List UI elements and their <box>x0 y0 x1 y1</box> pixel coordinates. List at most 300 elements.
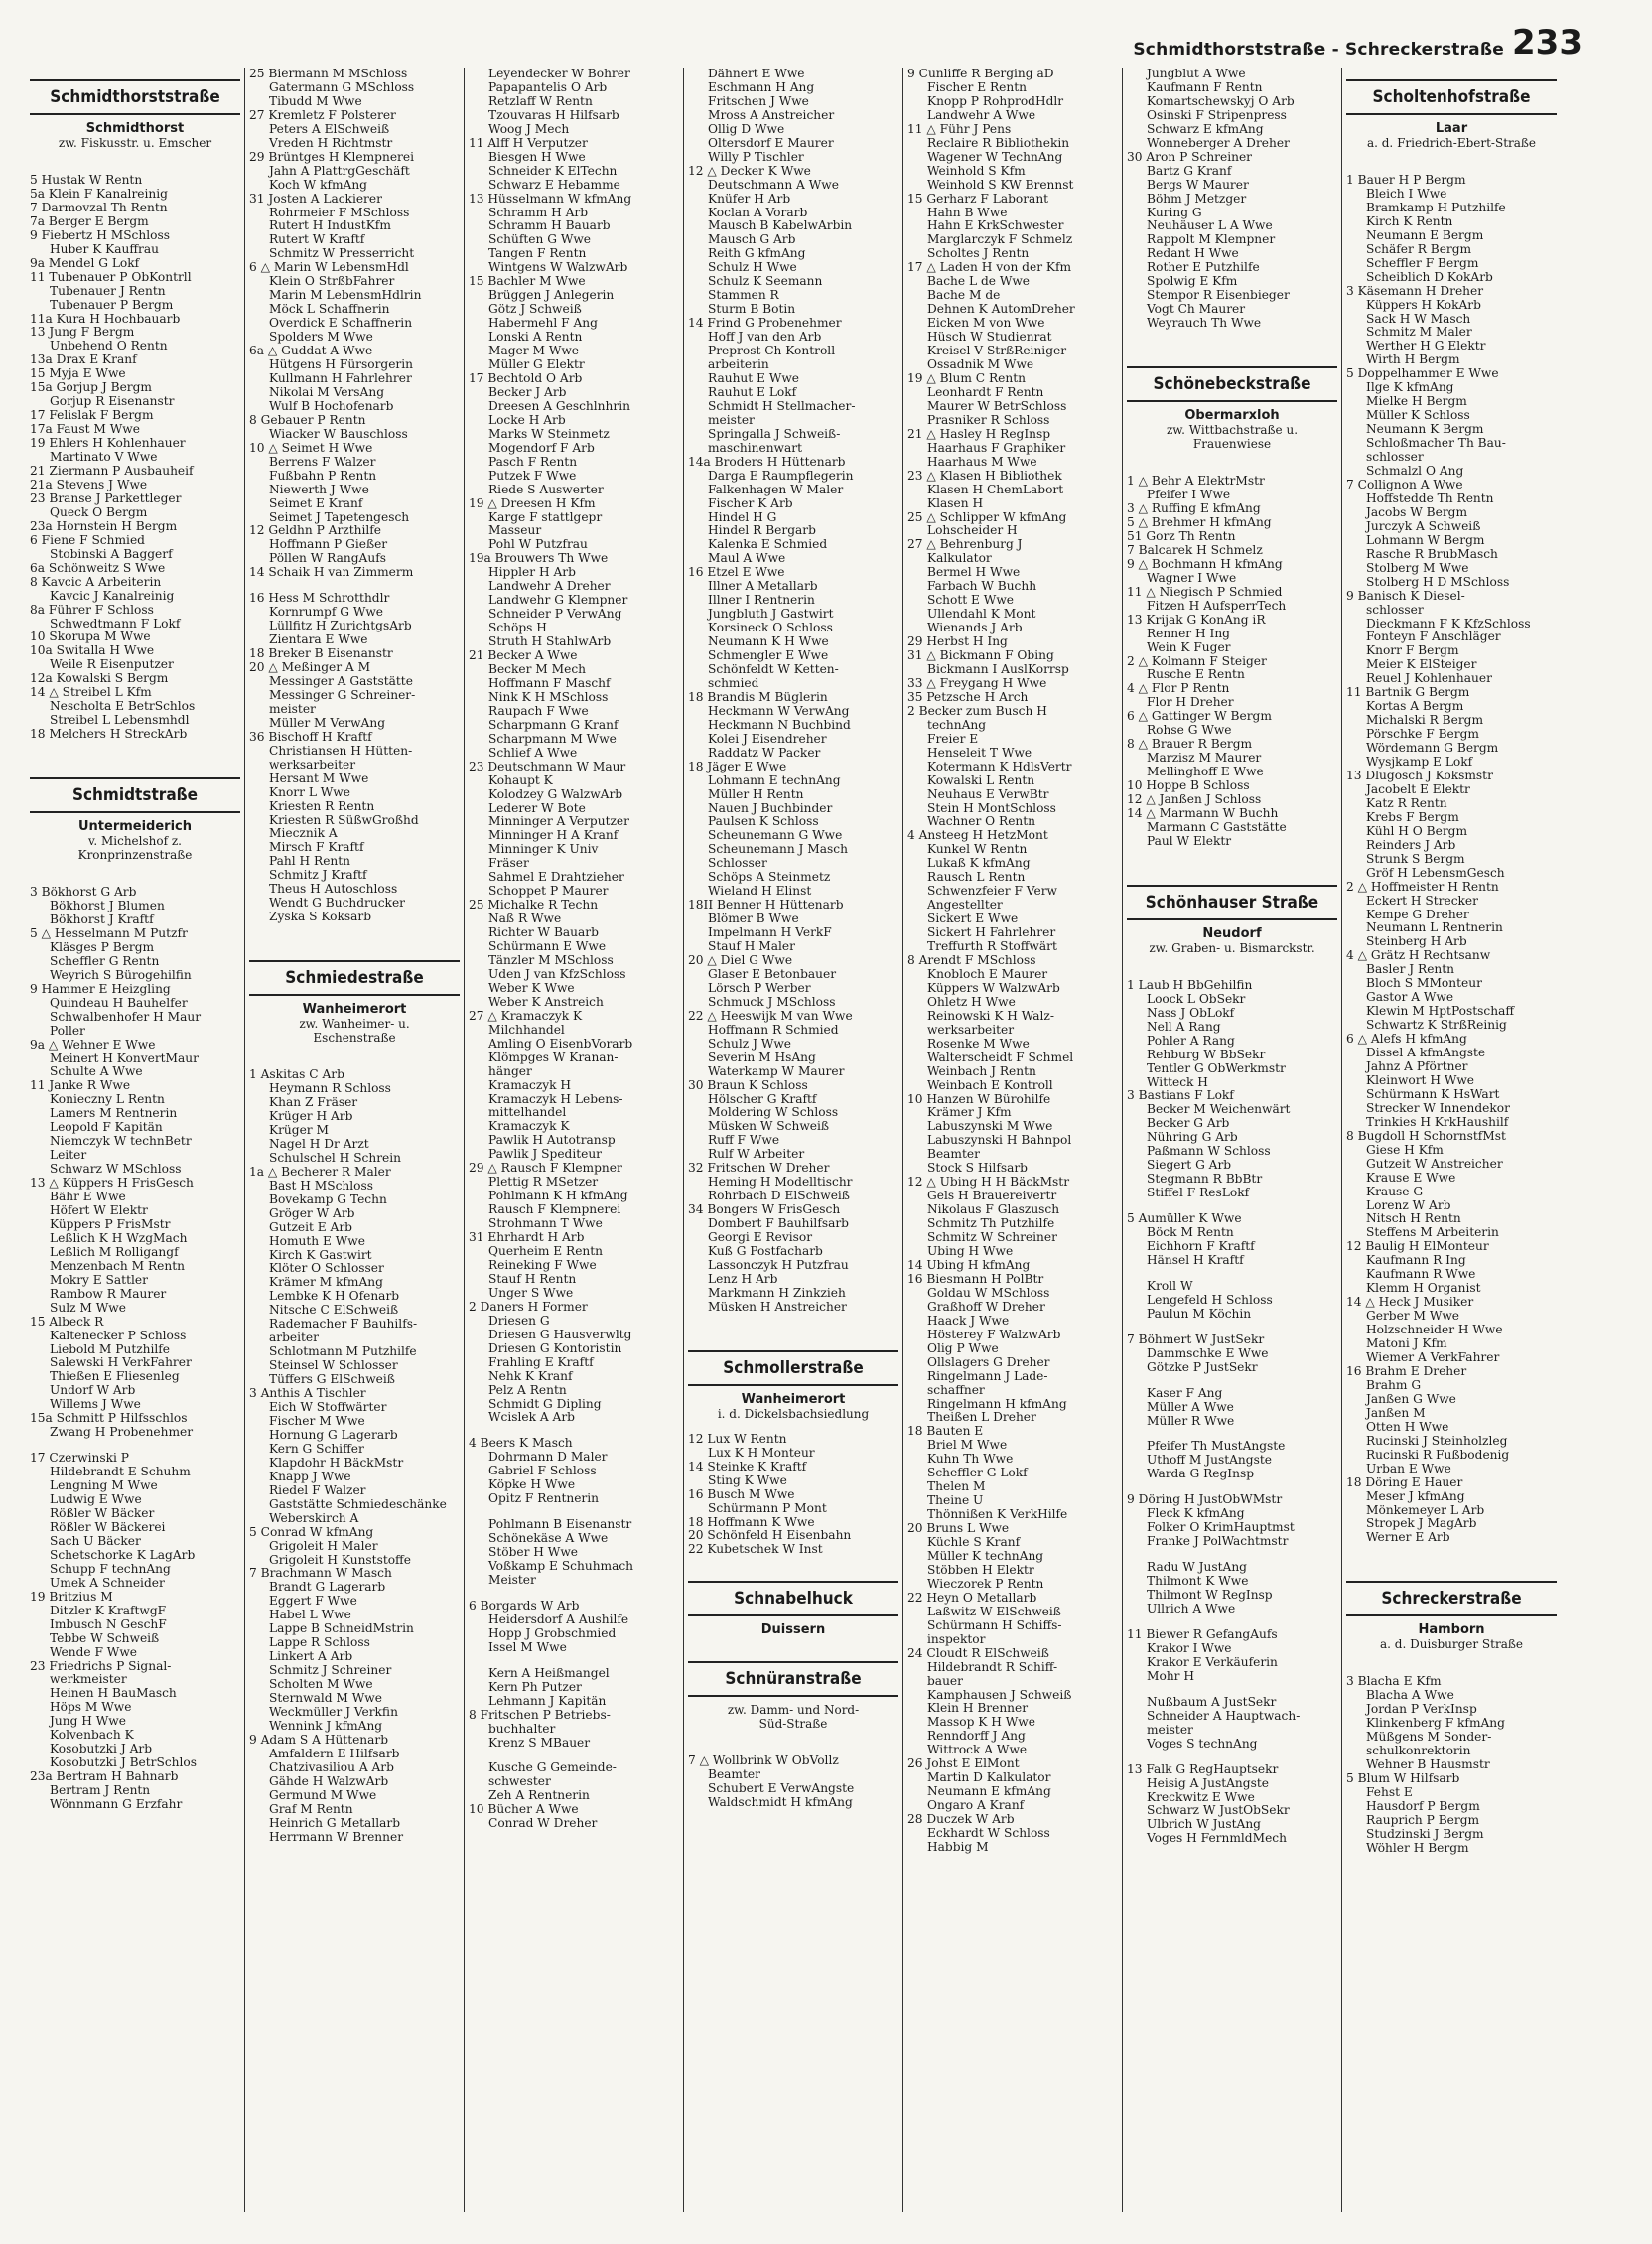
resident-entry: Sternwald M Wwe <box>269 1692 382 1706</box>
resident-entry: arbeiterin <box>708 358 769 372</box>
resident-entry: Haarhaus F Graphiker <box>927 441 1066 455</box>
resident-entry: Weyrich S Bürogehilfin <box>50 968 192 982</box>
resident-entry: Menzenbach M Rentn <box>50 1259 185 1273</box>
resident-entry: Schmitz W Presserricht <box>269 247 415 261</box>
resident-entry: Mokry E Sattler <box>50 1273 148 1287</box>
resident-entry: arbeiter <box>269 1332 319 1345</box>
house-entry: 25 Biermann M MSchloss <box>249 68 408 80</box>
resident-entry: Krenz S MBauer <box>488 1736 591 1750</box>
spacer <box>1127 1616 1337 1628</box>
resident-entry: Conrad W Dreher <box>488 1817 598 1831</box>
resident-entry: Kläsges P Bergm <box>50 940 155 954</box>
house-entry: 7 Böhmert W JustSekr <box>1127 1332 1265 1346</box>
resident-entry: Freier E <box>927 732 979 746</box>
house-entry: 29 Herbst H Ing <box>907 635 1008 649</box>
resident-entry: Fischer E Rentn <box>927 80 1027 94</box>
resident-entry: Wysjkamp E Lokf <box>1366 756 1473 770</box>
house-entry: 17 △ Laden H von der Kfm <box>907 261 1072 275</box>
resident-entry: Springalla J Schweiß- <box>708 427 841 441</box>
resident-entry: Mellinghoff E Wwe <box>1147 766 1264 779</box>
resident-entry: Leiter <box>50 1149 87 1163</box>
resident-entry: Querheim E Rentn <box>488 1245 604 1259</box>
house-entry: 17 Felislak F Bergm <box>30 409 154 423</box>
resident-entry: Stock S Hilfsarb <box>927 1162 1028 1176</box>
spacer <box>688 1315 898 1338</box>
resident-entry: Dehnen K AutomDreher <box>927 303 1075 317</box>
resident-entry: Wördemann G Bergm <box>1366 742 1499 756</box>
resident-entry: Gutzeit E Arb <box>269 1220 352 1234</box>
resident-entry: Stöber H Wwe <box>488 1546 578 1560</box>
resident-entry: Nikolaus F Glaszusch <box>927 1203 1060 1217</box>
resident-entry: Schwedtmann F Lokf <box>50 617 181 631</box>
resident-entry: Kuß G Postfacharb <box>708 1245 823 1259</box>
house-entry: 23a Hornstein H Bergm <box>30 519 178 533</box>
column-7 <box>1341 68 1561 2212</box>
resident-entry: Reinders J Arb <box>1366 838 1456 852</box>
district-name: Wanheimerort <box>741 1391 846 1407</box>
house-entry: 34 Bongers W FrisGesch <box>688 1203 841 1217</box>
resident-entry: Hoffmann R Schmied <box>708 1023 839 1037</box>
resident-entry: Stobinski A Baggerf <box>50 547 173 561</box>
house-entry: 11 Alff H Verputzer <box>469 136 588 150</box>
spacer <box>30 150 240 174</box>
resident-entry: Schlosser <box>708 857 767 871</box>
house-entry: 23 △ Klasen H Bibliothek <box>907 469 1062 483</box>
resident-entry: Blömer B Wwe <box>708 912 799 926</box>
house-entry: 14 △ Streibel L Kfm <box>30 686 152 700</box>
resident-entry: Wagener W TechnAng <box>927 150 1063 164</box>
district-name: Hamborn <box>1418 1622 1485 1638</box>
resident-entry: Kempe G Dreher <box>1366 908 1469 921</box>
house-entry: 23a Bertram H Bahnarb <box>30 1770 179 1784</box>
resident-entry: Meier K ElSteiger <box>1366 658 1477 672</box>
house-entry: 16 Etzel E Wwe <box>688 566 785 580</box>
resident-entry: Kriesten R Rentn <box>269 799 375 813</box>
resident-entry: Möck L Schaffnerin <box>269 303 390 317</box>
resident-entry: Schramm H Arb <box>488 206 589 219</box>
resident-entry: Neumann E Bergm <box>1366 228 1484 242</box>
resident-entry: schlosser <box>1366 603 1424 617</box>
resident-entry: Reineking F Wwe <box>488 1258 597 1272</box>
resident-entry: Küchle S Kranf <box>927 1536 1021 1550</box>
resident-entry: Nagel H Dr Arzt <box>269 1137 369 1151</box>
resident-entry: Theine U <box>927 1494 984 1508</box>
resident-entry: Weinhold S KW Brennst <box>927 178 1074 192</box>
resident-entry: Bähr E Wwe <box>50 1191 126 1204</box>
resident-entry: Schulz H Wwe <box>708 261 797 275</box>
resident-entry: Kern A Heißmangel <box>488 1666 610 1680</box>
resident-entry: Mausch G Arb <box>708 233 796 247</box>
resident-entry: Kortas A Bergm <box>1366 700 1464 714</box>
resident-entry: Schmitz M Maler <box>1366 326 1472 340</box>
resident-entry: Ruff F Wwe <box>708 1134 780 1148</box>
resident-entry: Lappe R Schloss <box>269 1636 370 1650</box>
resident-entry: Siegert G Arb <box>1147 1159 1232 1173</box>
resident-entry: Kleinwort H Wwe <box>1366 1073 1475 1087</box>
resident-entry: Heinrich G Metallarb <box>269 1816 401 1830</box>
resident-entry: Rucinski R Fußbodenig <box>1366 1448 1510 1462</box>
district-name: Wanheimerort <box>302 1002 407 1018</box>
house-entry: 14 △ Heck J Musiker <box>1346 1296 1474 1310</box>
resident-entry: Kosobutzki J Arb <box>50 1743 153 1756</box>
resident-entry: Habel L Wwe <box>269 1609 351 1622</box>
resident-entry: Uden J van KfzSchloss <box>488 967 626 981</box>
resident-entry: Müller K technAng <box>927 1549 1044 1563</box>
resident-entry: Retzlaff W Rentn <box>488 94 593 108</box>
resident-entry: Leßlich K H WzgMach <box>50 1231 188 1245</box>
resident-entry: Grigoleit H Maler <box>269 1539 378 1553</box>
spacer <box>1346 150 1557 174</box>
house-entry: 26 Johst E ElMont <box>907 1757 1020 1771</box>
resident-entry: Kühl H O Bergm <box>1366 824 1468 838</box>
resident-entry: Wende F Wwe <box>50 1645 137 1659</box>
resident-entry: Matoni J Kfm <box>1366 1337 1447 1351</box>
resident-entry: Messinger G Schreiner- <box>269 688 416 702</box>
resident-entry: Stolberg M Wwe <box>1366 561 1469 575</box>
house-entry: 15a Gorjup J Bergm <box>30 381 152 395</box>
resident-entry: Rehburg W BbSekr <box>1147 1048 1266 1061</box>
resident-entry: Driesen G Hausverwltg <box>488 1328 632 1341</box>
resident-entry: Raupach F Wwe <box>488 704 589 718</box>
resident-entry: Scharpmann G Kranf <box>488 718 619 732</box>
house-entry: 19 △ Blum C Rentn <box>907 371 1026 385</box>
resident-entry: Schlotmann M Putzhilfe <box>269 1345 417 1359</box>
resident-entry: Kirch K Rentn <box>1366 214 1453 228</box>
resident-entry: Preprost Ch Kontroll- <box>708 345 840 358</box>
resident-entry: Nauen J Buchbinder <box>708 801 833 815</box>
resident-entry: Dreesen A Geschlnhrin <box>488 399 630 413</box>
resident-entry: Kramaczyk H <box>488 1078 572 1092</box>
house-entry: 35 Petzsche H Arch <box>907 690 1029 704</box>
column-3 <box>464 68 683 2212</box>
resident-entry: Martinato V Wwe <box>50 451 158 465</box>
house-entry: 6 Fiene F Schmied <box>30 533 145 547</box>
resident-entry: Kosobutzki J BetrSchlos <box>50 1756 197 1770</box>
house-entry: 7 Darmovzal Th Rentn <box>30 201 168 214</box>
resident-entry: Lappe B SchneidMstrin <box>269 1622 414 1636</box>
resident-entry: Wirth H Bergm <box>1366 353 1460 367</box>
resident-entry: Riedel F Walzer <box>269 1483 366 1497</box>
resident-entry: Prasniker R Schloss <box>927 413 1050 427</box>
resident-entry: Kaufmann R Ing <box>1366 1254 1466 1268</box>
resident-entry: Komartschewskyj O Arb <box>1147 94 1295 108</box>
resident-entry: Pelz A Rentn <box>488 1383 567 1397</box>
house-entry: 2 △ Kolmann F Steiger <box>1127 654 1267 668</box>
house-entry: 15 Gerharz F Laborant <box>907 192 1049 206</box>
house-entry: 10 △ Seimet H Wwe <box>249 441 373 455</box>
resident-entry: Weile R Eisenputzer <box>50 658 174 672</box>
resident-entry: Kolodzey G WalzwArb <box>488 787 623 801</box>
resident-entry: Trinkies H KrkHaushilf <box>1366 1115 1509 1129</box>
resident-entry: Niemczyk W technBetr <box>50 1135 192 1149</box>
resident-entry: Müsken H Anstreicher <box>708 1300 847 1314</box>
resident-entry: Messinger A Gaststätte <box>269 674 413 688</box>
house-entry: 17 Bechtold O Arb <box>469 371 583 385</box>
house-entry: 3 Anthis A Tischler <box>249 1387 366 1401</box>
resident-entry: Rauhut E Lokf <box>708 385 797 399</box>
resident-entry: Maul A Wwe <box>708 552 786 566</box>
resident-entry: Pawlik H Autotransp <box>488 1134 616 1148</box>
resident-entry: Rulf W Arbeiter <box>708 1148 805 1162</box>
resident-entry: Hahn E KrkSchwester <box>927 219 1064 233</box>
resident-entry: Marin M LebensmHdlrin <box>269 289 422 303</box>
spacer <box>1127 1322 1337 1333</box>
house-entry: 16 Hess M Schrotthdlr <box>249 592 390 606</box>
resident-entry: Kuhn Th Wwe <box>927 1453 1014 1467</box>
resident-entry: Scheunemann J Masch <box>708 843 848 857</box>
street-location: Kronprinzenstraße <box>77 848 193 863</box>
house-entry: 6a △ Guddat A Wwe <box>249 345 373 358</box>
resident-entry: Heisig A JustAngste <box>1147 1776 1269 1790</box>
house-entry: 23 Friedrichs P Signal- <box>30 1659 172 1673</box>
house-entry: 1 Laub H BbGehilfin <box>1127 978 1253 992</box>
resident-entry: Streibel L Lebensmhdl <box>50 714 190 728</box>
resident-entry: Kern G Schiffer <box>269 1442 364 1456</box>
resident-entry: mittelhandel <box>488 1106 567 1120</box>
resident-entry: Neumann K H Wwe <box>708 635 829 649</box>
house-entry: 27 Kremletz F Polsterer <box>249 108 396 122</box>
resident-entry: Bloch S MMonteur <box>1366 977 1482 991</box>
resident-entry: Klöter O Schlosser <box>269 1262 384 1276</box>
resident-entry: Hölscher G Kraftf <box>708 1092 817 1106</box>
resident-entry: Jacobelt E Elektr <box>1366 782 1470 796</box>
resident-entry: Steffens M Arbeiterin <box>1366 1226 1499 1240</box>
street-location: a. d. Duisburger Straße <box>1380 1637 1523 1652</box>
resident-entry: Kaltenecker P Schloss <box>50 1329 187 1342</box>
house-entry: 17a Faust M Wwe <box>30 423 140 437</box>
spacer <box>1346 1651 1557 1675</box>
resident-entry: Eckert H Strecker <box>1366 894 1478 908</box>
resident-entry: Leonhardt F Rentn <box>927 385 1044 399</box>
resident-entry: Ringelmann J Lade- <box>927 1369 1048 1383</box>
resident-entry: Giese H Kfm <box>1366 1143 1444 1157</box>
house-entry: 5 Doppelhammer E Wwe <box>1346 367 1499 381</box>
resident-entry: Ludwig E Wwe <box>50 1493 142 1507</box>
resident-entry: Jacobs W Bergm <box>1366 505 1467 519</box>
house-entry: 6 Borgards W Arb <box>469 1599 580 1613</box>
house-entry: 30 Aron P Schreiner <box>1127 150 1252 164</box>
resident-entry: Wittrock A Wwe <box>927 1744 1028 1757</box>
resident-entry: Amfaldern E Hilfsarb <box>269 1747 400 1760</box>
resident-entry: Weckmüller J Verkfin <box>269 1705 398 1719</box>
resident-entry: Schwarz W JustObSekr <box>1147 1804 1290 1818</box>
house-entry: 14 Frind G Probenehmer <box>688 317 842 331</box>
resident-entry: Werther H G Elektr <box>1366 340 1486 353</box>
resident-entry: Ölig P Wwe <box>927 1341 999 1355</box>
resident-entry: Paßmann W Schloss <box>1147 1145 1271 1159</box>
resident-entry: Voges S technAng <box>1147 1737 1258 1751</box>
street-location: zw. Damm- und Nord- <box>727 1703 860 1718</box>
house-entry: 9 Fiebertz H MSchloss <box>30 228 170 242</box>
spacer <box>469 1506 679 1518</box>
house-entry: 29 Brüntges H Klempnerei <box>249 150 414 164</box>
house-entry: 15 Bachler M Wwe <box>469 275 586 289</box>
house-entry: 10 Hanzen W Bürohilfe <box>907 1092 1051 1106</box>
resident-entry: Labuszynski M Wwe <box>927 1120 1053 1134</box>
resident-entry: Raddatz W Packer <box>708 746 821 760</box>
resident-entry: Milchhandel <box>488 1023 565 1037</box>
resident-entry: Moldering W Schloss <box>708 1106 839 1120</box>
resident-entry: Dombert F Bauhilfsarb <box>708 1217 849 1231</box>
resident-entry: Hösterey F WalzwArb <box>927 1328 1061 1341</box>
resident-entry: Schwartz K StrßReinig <box>1366 1019 1507 1033</box>
resident-entry: Tüffers G ElSchweiß <box>269 1373 395 1387</box>
resident-entry: Krause G <box>1366 1185 1424 1198</box>
resident-entry: Schöps A Steinmetz <box>708 871 831 885</box>
resident-entry: Klewin M HptPostschaff <box>1366 1005 1514 1019</box>
street-heading: Schmollerstraße <box>688 1350 898 1386</box>
resident-entry: technAng <box>927 718 987 732</box>
resident-entry: Imbusch N GeschF <box>50 1617 167 1631</box>
resident-entry: Hindel H G <box>708 510 777 524</box>
resident-entry: Schneider K ElTechn <box>488 164 618 178</box>
resident-entry: Kohaupt K <box>488 773 553 787</box>
resident-entry: Dissel A kfmAngste <box>1366 1047 1486 1060</box>
house-entry: 18II Benner H Hüttenarb <box>688 899 844 912</box>
resident-entry: Götz J Schweiß <box>488 303 582 317</box>
resident-entry: Kramaczyk K <box>488 1120 570 1134</box>
resident-entry: Krause E Wwe <box>1366 1171 1456 1185</box>
resident-entry: Deutschmann A Wwe <box>708 178 839 192</box>
column-1 <box>26 68 244 2212</box>
resident-entry: Schmitz Th Putzhilfe <box>927 1217 1055 1231</box>
resident-entry: Leßlich M Rolligangf <box>50 1245 179 1259</box>
resident-entry: Schmalzl O Ang <box>1366 465 1464 479</box>
resident-entry: Knobloch E Maurer <box>927 967 1048 981</box>
spacer <box>1127 1428 1337 1440</box>
house-entry: 9a Mendel G Lokf <box>30 256 140 270</box>
resident-entry: Knorr L Wwe <box>269 785 350 799</box>
resident-entry: Beamter <box>708 1768 760 1782</box>
street-heading: Schreckerstraße <box>1346 1581 1557 1616</box>
resident-entry: Schäfer R Bergm <box>1366 242 1472 256</box>
house-entry: 11 △ Niegisch P Schmied <box>1127 585 1283 599</box>
resident-entry: Nehk K Kranf <box>488 1369 573 1383</box>
column-6 <box>1122 68 1341 2212</box>
house-entry: 4 △ Grätz H Rechtsanw <box>1346 949 1491 963</box>
resident-entry: Paulsen K Schloss <box>708 815 819 829</box>
house-entry: 12a Kowalski S Bergm <box>30 672 169 686</box>
house-entry: 18 Bauten E <box>907 1425 984 1439</box>
resident-entry: Darga E Raumpflegerin <box>708 469 854 483</box>
house-entry: 13 Dlugosch J Koksmstr <box>1346 769 1493 782</box>
resident-entry: Fischer M Wwe <box>269 1414 365 1428</box>
resident-entry: Becker J Arb <box>488 385 567 399</box>
resident-entry: Kotermann K HdlsVertr <box>927 760 1072 773</box>
resident-entry: Knapp J Wwe <box>269 1470 351 1483</box>
spacer <box>469 1750 679 1761</box>
district-name: Obermarxloh <box>1184 408 1280 424</box>
resident-entry: Pfeifer I Wwe <box>1147 489 1231 502</box>
house-entry: 33 △ Freygang H Wwe <box>907 676 1047 690</box>
resident-entry: Küppers H KokArb <box>1366 298 1481 312</box>
resident-entry: Rausch L Rentn <box>927 871 1026 885</box>
resident-entry: Klapdohr H BäckMstr <box>269 1456 404 1470</box>
resident-entry: Mönkemeyer L Arb <box>1366 1503 1485 1517</box>
resident-entry: Liebold M Putzhilfe <box>50 1342 171 1356</box>
house-entry: 22 Kubetschek W Inst <box>688 1543 823 1557</box>
resident-entry: Ohletz H Wwe <box>927 995 1016 1009</box>
resident-entry: Müller R Wwe <box>1147 1414 1235 1428</box>
resident-entry: werksarbeiter <box>269 758 356 771</box>
resident-entry: Sack H W Masch <box>1366 312 1471 326</box>
resident-entry: Gröf H LebensmGesch <box>1366 866 1505 880</box>
resident-entry: Koch W kfmAng <box>269 178 367 192</box>
resident-entry: Lengning M Wwe <box>50 1479 158 1493</box>
resident-entry: Berrens F Walzer <box>269 455 376 469</box>
resident-entry: schaffner <box>927 1383 985 1397</box>
resident-entry: Rohrmeier F MSchloss <box>269 206 410 219</box>
street-heading: Schönhauser Straße <box>1127 885 1337 920</box>
resident-entry: Markmann H Zinkzieh <box>708 1286 846 1300</box>
resident-entry: Quindeau H Bauhelfer <box>50 996 188 1010</box>
resident-entry: Hoffmann F Maschf <box>488 676 611 690</box>
column-5 <box>902 68 1122 2212</box>
resident-entry: Knorr F Bergm <box>1366 644 1459 658</box>
resident-entry: Grigoleit H Kunststoffe <box>269 1553 411 1567</box>
resident-entry: Sickert H Fahrlehrer <box>927 926 1056 940</box>
resident-entry: Wieczorek P Rentn <box>927 1577 1044 1591</box>
resident-entry: Schneider P VerwAng <box>488 608 622 622</box>
resident-entry: Gutzeit W Anstreicher <box>1366 1157 1503 1171</box>
resident-entry: Pasch F Rentn <box>488 455 578 469</box>
resident-entry: Renner H Ing <box>1147 627 1230 640</box>
spacer <box>1346 1545 1557 1569</box>
resident-entry: Landwehr A Wwe <box>927 108 1036 122</box>
house-entry: 23 Deutschmann W Maur <box>469 760 626 773</box>
house-entry: 8a Führer F Schloss <box>30 603 154 617</box>
house-entry: 7 Collignon A Wwe <box>1346 478 1463 491</box>
house-entry: 1 Bauer H P Bergm <box>1346 174 1466 187</box>
house-entry: 21a Stevens J Wwe <box>30 478 148 491</box>
resident-entry: Götzke P JustSekr <box>1147 1360 1258 1374</box>
resident-entry: Minninger K Univ <box>488 843 599 857</box>
house-entry: 12 △ Decker K Wwe <box>688 164 811 178</box>
resident-entry: Kriesten R SüßwGroßhd <box>269 813 419 827</box>
resident-entry: Zeh A Rentnerin <box>488 1789 590 1803</box>
resident-entry: Lembke K H Ofenarb <box>269 1290 400 1304</box>
resident-entry: Hildebrandt E Schuhm <box>50 1466 191 1479</box>
resident-entry: Struth H StahlwArb <box>488 635 612 649</box>
resident-entry: Kirch K Gastwirt <box>269 1248 372 1262</box>
house-entry: 8 △ Brauer R Bergm <box>1127 738 1253 752</box>
resident-entry: Müller A Wwe <box>1147 1400 1234 1414</box>
resident-entry: Lohmann W Bergm <box>1366 533 1485 547</box>
resident-entry: Ringelmann H kfmAng <box>927 1397 1067 1411</box>
resident-entry: Peters A ElSchweiß <box>269 122 390 136</box>
resident-entry: Schubert E VerwAngste <box>708 1782 855 1796</box>
house-entry: 13 Krijak G KonAng iR <box>1127 613 1266 627</box>
resident-entry: Hütgens H Fürsorgerin <box>269 358 414 372</box>
resident-entry: Tubenauer P Bergm <box>50 298 174 312</box>
resident-entry: Jahn A PlattrgGeschäft <box>269 164 410 178</box>
resident-entry: Kunkel W Rentn <box>927 843 1028 857</box>
resident-entry: Rohse G Wwe <box>1147 724 1232 738</box>
resident-entry: Gaststätte Schmiedeschänke <box>269 1497 447 1511</box>
resident-entry: Lohmann E technAng <box>708 773 841 787</box>
resident-entry: Sickert E Wwe <box>927 912 1019 926</box>
house-entry: 27 △ Behrenburg J <box>907 538 1023 552</box>
resident-entry: Weber K Anstreich <box>488 995 604 1009</box>
resident-entry: Franke J PolWachtmstr <box>1147 1535 1289 1549</box>
resident-entry: Scholtes J Rentn <box>927 247 1030 261</box>
resident-entry: Nitsch H Rentn <box>1366 1212 1461 1226</box>
resident-entry: Klein O StrßbFahrer <box>269 275 395 289</box>
resident-entry: Rößler W Bäckerei <box>50 1520 166 1534</box>
resident-entry: Meinert H KonvertMaur <box>50 1052 199 1065</box>
resident-entry: Knopp P RohprodHdlr <box>927 94 1064 108</box>
district-name: Neudorf <box>1202 925 1262 941</box>
